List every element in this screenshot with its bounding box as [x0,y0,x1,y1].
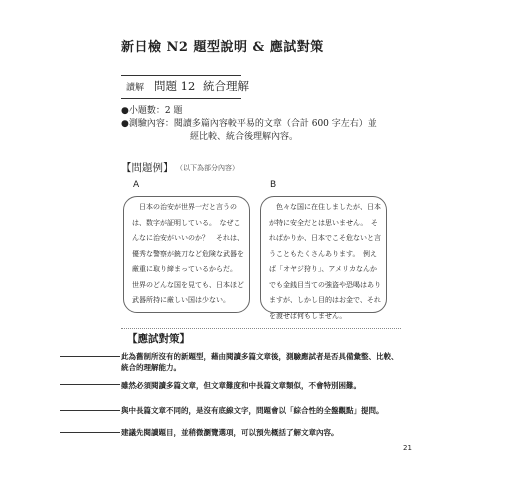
strategy-line [60,410,120,411]
bullet-test-content-cont: 經比較、統合後理解內容。 [190,132,299,142]
bullet-test-content: ●測驗內容：閱讀多篇內容較平易的文章（合計 600 字左右）並 [121,119,377,129]
section-tag: 讀解 [126,83,145,93]
section-number: 問題 12 [154,79,196,93]
strategy-line [60,384,120,385]
section-divider [121,328,401,329]
strategy-item: 此為舊制所沒有的新題型，藉由閱讀多篇文章後，測驗應試者是否具備彙整、比較、統合的理解能力。 [121,352,399,372]
section-name: 統合理解 [203,79,249,93]
strategy-line [60,432,120,433]
passage-b-label: B [270,180,277,190]
strategy-item: 與中長篇文章不同的，是沒有底線文字，問題會以「綜合性的全盤觀點」提問。 [121,406,384,415]
page-number: 21 [403,444,412,452]
example-title: 【問題例】 [121,162,174,174]
example-subtitle: （以下為部分內容） [176,164,239,172]
strategy-item: 建議先閱讀題目，並稍微瀏覽選項，可以預先概括了解文章內容。 [121,428,339,437]
strategy-item: 雖然必須閱讀多篇文章，但文章難度和中長篇文章類似，不會特別困難。 [121,381,361,390]
passage-a-text: 日本の治安が世界一だと言うのは、数字が証明している。 なぜこんなに治安がいいのか？ それは、優秀な警察が銃刀など危険な武器を厳重に取り締まっているからだ。 世界のどんな国を見ても、日本ほど武器所持に厳しい国は少ない。 [132,203,244,304]
strategy-line [60,356,120,357]
strategy-title: 【應試對策】 [127,333,190,345]
bullet-question-count: ●小題數：2 題 [121,106,183,116]
passage-a-label: A [133,180,140,190]
passage-b-text: 色々な国に在住しましたが、日本が特に安全だとは思いません。 そればかりか、日本でこそ危ないと言うこともたくさんあります。 例えば「オヤジ狩り」、アメリカなんかでも金銭目当ての強盗や恐喝はありますが、しかし目的はお金で、それを渡せば何もしません。 [269,203,381,320]
page-title: 新日檢 N2 題型說明 & 應試對策 [121,40,324,55]
